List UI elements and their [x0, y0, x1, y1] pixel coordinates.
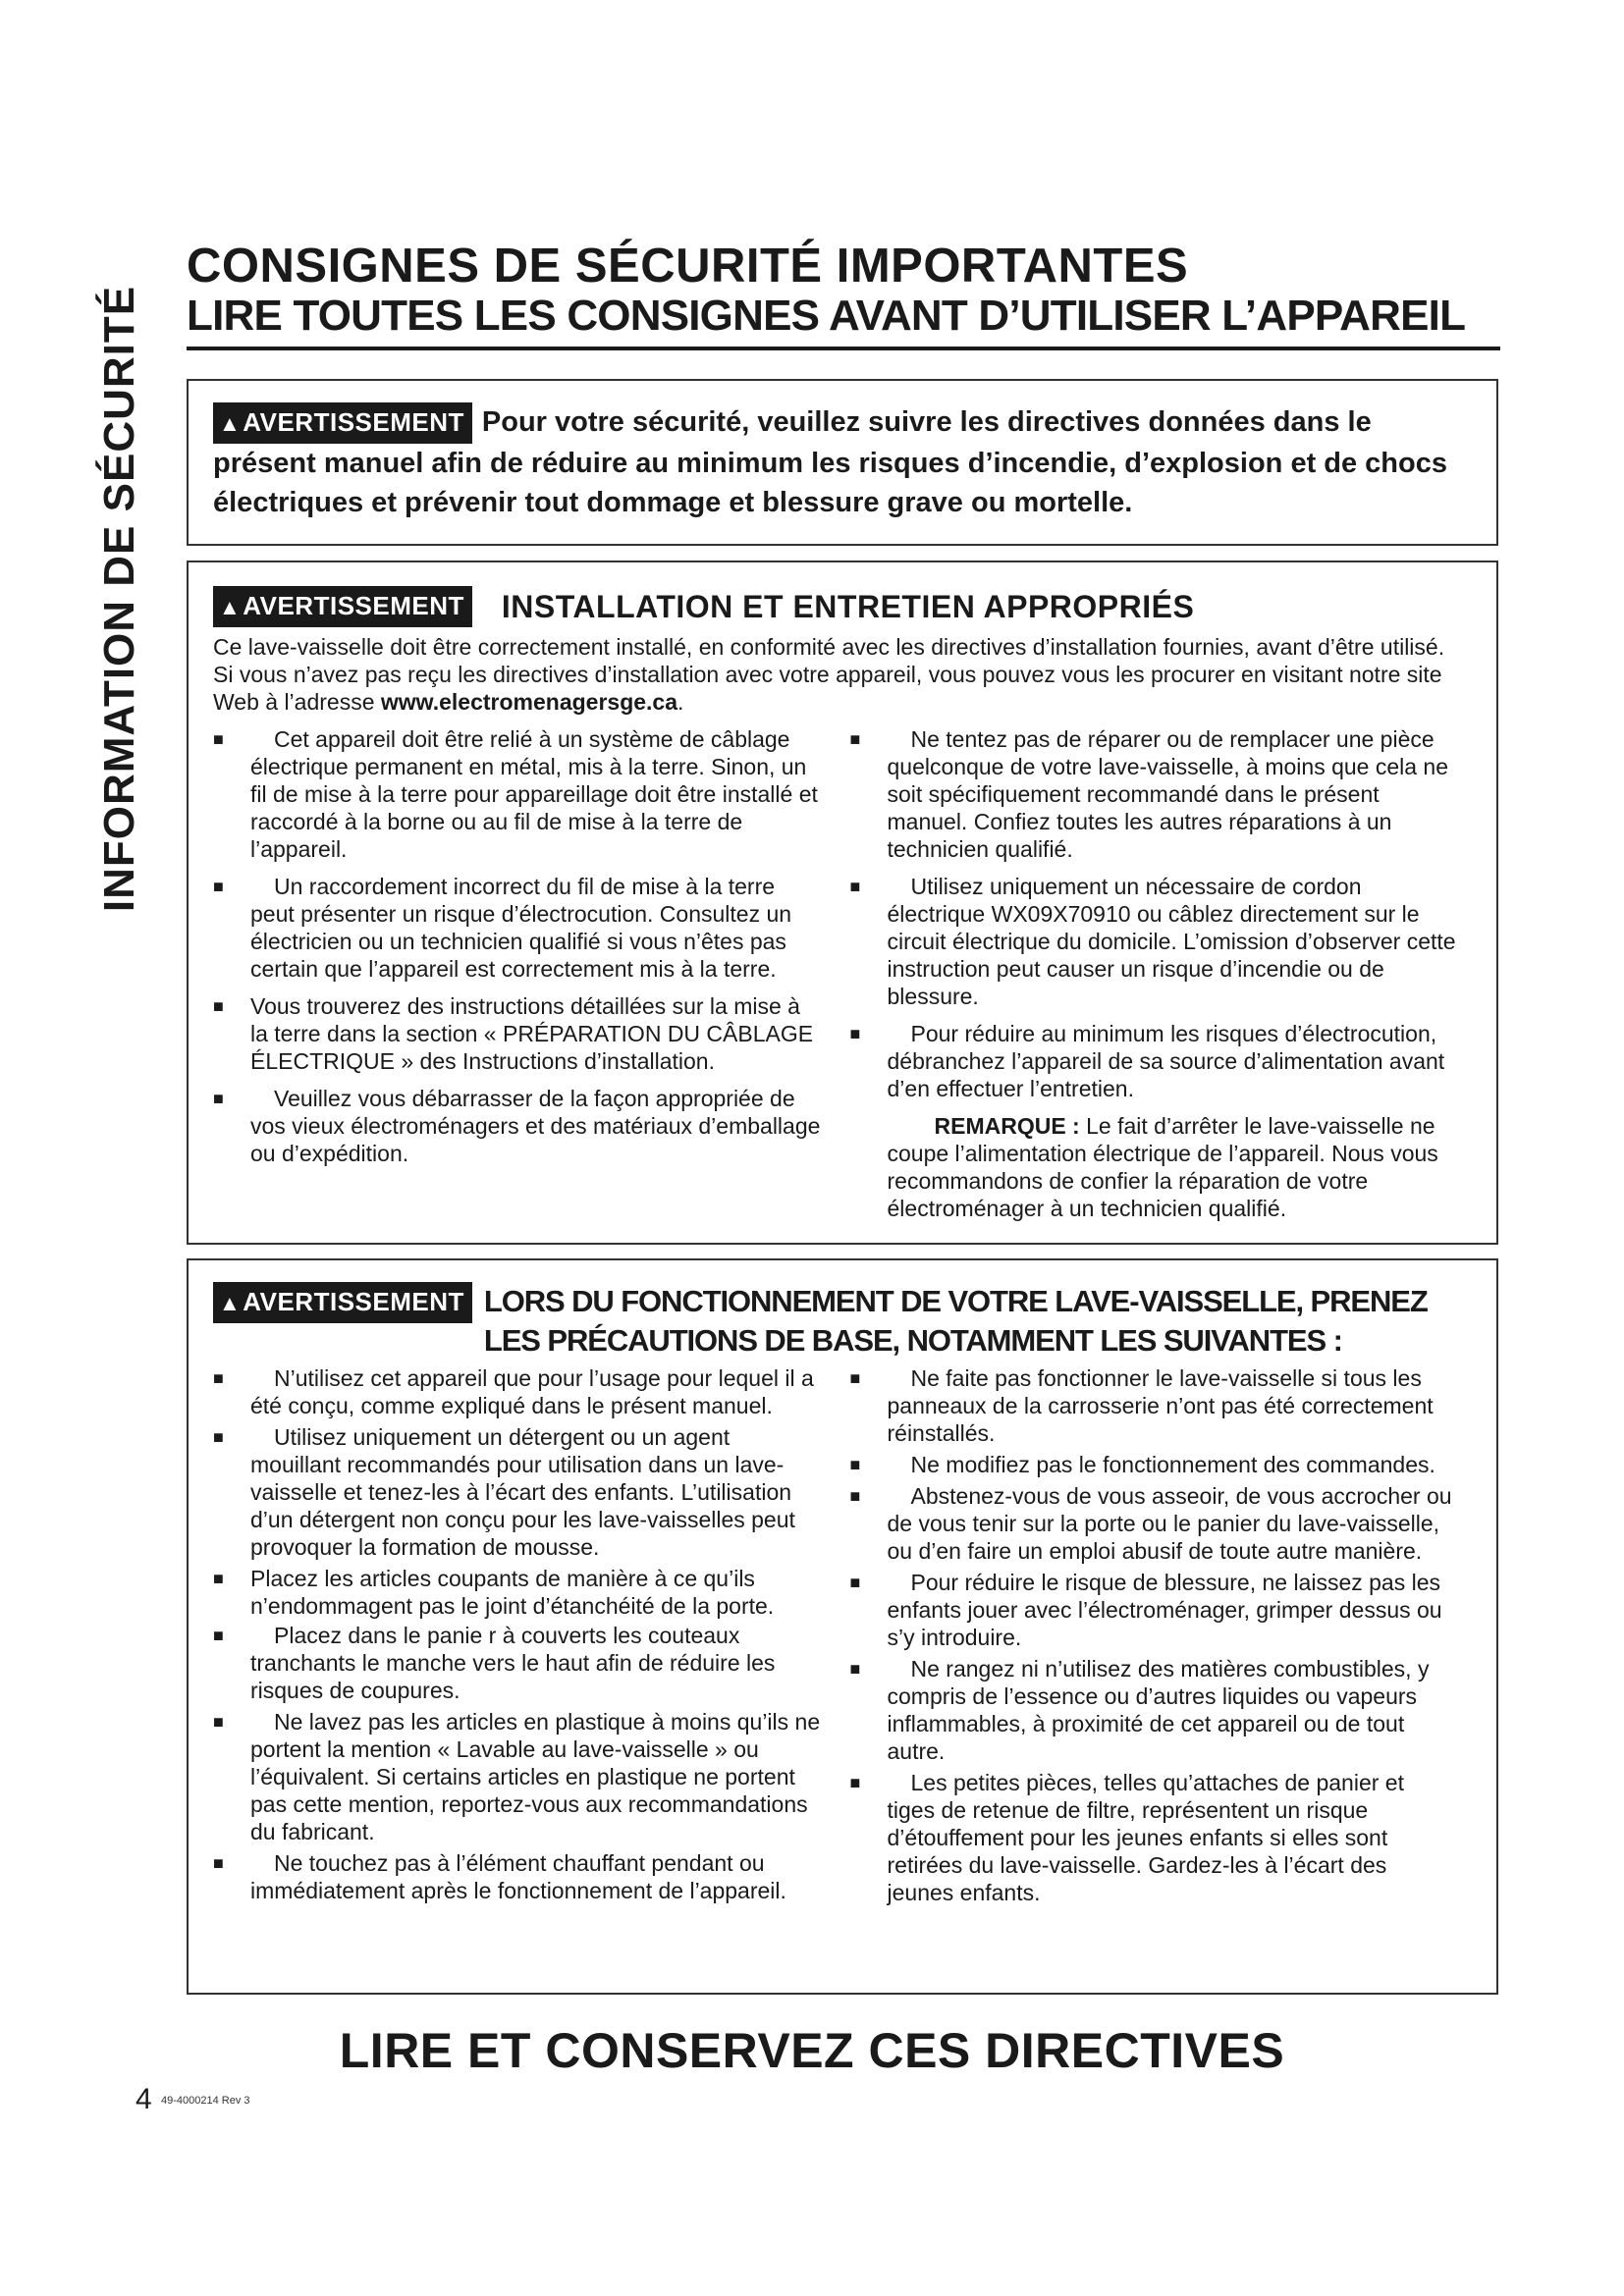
bullet-square-icon: ■ — [213, 1089, 224, 1108]
item-lead: Les petites pièces, telles qu’attaches de panier et — [910, 1770, 1404, 1795]
item-lead: Ne faite pas fonctionner le lave-vaisselle si tous — [910, 1365, 1387, 1391]
bullet-square-icon: ■ — [849, 1368, 861, 1388]
item-lead: Pour réduire au minimum les risques — [910, 1021, 1279, 1046]
remark-note — [850, 1112, 1458, 1222]
bullet-square-icon: ■ — [849, 1455, 861, 1474]
item-text: les enfants jouer avec l’électroménager, grimper dessus ou s’y introduire. — [887, 1570, 1442, 1650]
item-lead: Ne tentez pas de réparer ou de remplacer une — [910, 726, 1375, 752]
item-lead: Placez dans le panie r à couverts les couteaux — [274, 1623, 740, 1648]
item-lead: Utilisez uniquement un nécessaire de cordon — [910, 874, 1362, 899]
installation-columns — [189, 716, 1496, 1222]
warning-badge-label: AVERTISSEMENT — [243, 407, 464, 437]
installation-title: INSTALLATION ET ENTRETIEN APPROPRIÉS — [501, 588, 1195, 624]
list-item — [850, 1364, 1458, 1447]
item-text: tranchants le manche vers le haut afin de réduire les risques de coupures. — [250, 1650, 776, 1703]
bullet-square-icon: ■ — [849, 1773, 861, 1792]
item-lead: Ne rangez ni n’utilisez des matières combustibles, — [910, 1656, 1412, 1682]
item-lead: N’utilisez cet appareil que pour l’usage pour lequel il a — [274, 1365, 814, 1391]
bullet-square-icon: ■ — [849, 729, 861, 749]
item-lead: Pour réduire le risque de blessure, ne laissez pas — [910, 1570, 1406, 1595]
item-lead: Ne lavez pas les articles en plastique à moins qu’ils — [274, 1709, 789, 1735]
list-item — [213, 1565, 821, 1620]
bullet-square-icon: ■ — [849, 1024, 861, 1043]
list-item — [850, 1020, 1458, 1102]
item-text: tiges de retenue de filtre, représentent un risque d’étouffement pour les jeunes enfants si elles sont retirées du lave-vaisselle. Gardez-les à l’écart des jeunes enfants. — [887, 1797, 1388, 1905]
list-item — [850, 1769, 1458, 1906]
page-title: CONSIGNES DE SÉCURITÉ IMPORTANTES — [187, 240, 1189, 293]
operation-title-line1: LORS DU FONCTIONNEMENT DE VOTRE LAVE-VAISSELLE, PRENEZ — [483, 1284, 1428, 1318]
safety-warning-box — [187, 379, 1498, 546]
item-lead: Veuillez vous débarrasser de la façon appropriée — [274, 1086, 764, 1111]
item-text: commandes. — [1306, 1452, 1435, 1477]
warning-badge-label: AVERTISSEMENT — [243, 1287, 464, 1316]
item-text: ne portent la mention « Lavable au lave-vaisselle » ou l’équivalent. Si certains articles en plastique ne portent pas cette mention, reportez-vous aux recommandations du fabricant. — [250, 1709, 821, 1844]
item-text: mise à la terre dans la section « PRÉPARATION DU CÂBLAGE ÉLECTRIQUE » des Instructions d’installation. — [250, 993, 814, 1074]
warning-badge — [213, 586, 472, 627]
page-subtitle: LIRE TOUTES LES CONSIGNES AVANT D’UTILISER L’APPAREIL — [187, 292, 1466, 340]
bullet-square-icon: ■ — [849, 1659, 861, 1679]
bullet-square-icon: ■ — [213, 996, 224, 1016]
item-text: électrique WX09X70910 ou câblez directement sur le circuit électrique du domicile. L’omission d’observer cette instruction peut causer un risque d’incendie ou de blessure. — [887, 901, 1456, 1009]
website-url: www.electromenagersge.ca — [380, 689, 678, 715]
list-item — [213, 1364, 821, 1419]
list-item — [850, 1655, 1458, 1765]
item-text: pièce quelconque de votre lave-vaisselle, à moins que cela ne soit spécifiquement recommandé dans le présent manuel. Confiez toutes les autres réparations à un technicien qualifié. — [887, 726, 1449, 862]
bullet-square-icon: ■ — [213, 729, 224, 749]
warning-badge-label: AVERTISSEMENT — [243, 591, 464, 620]
list-item — [213, 725, 821, 863]
page-number: 4 — [135, 2083, 152, 2115]
installation-intro-text: Ce lave-vaisselle doit être correctement installé, en conformité avec les directives d’installation fournies, avant d’être utilisé. Si vous n’avez pas reçu les directives d’installation avec votre appareil, vous pouvez vous les procurer en visitant notre site Web à l’adresse — [213, 634, 1445, 715]
item-text: n’endommagent pas le joint d’étanchéité de la porte. — [250, 1593, 775, 1619]
remark-text: Le fait d’arrêter le lave-vaisselle ne coupe l’alimentation électrique de l’appareil. Nous vous recommandons de confier la réparation de votre électroménager à un technicien qualifié. — [887, 1113, 1438, 1221]
list-item — [213, 1708, 821, 1845]
safety-warning-text-block — [189, 381, 1496, 522]
operation-title — [484, 1282, 1428, 1361]
list-item — [213, 1849, 821, 1904]
installation-warning-box — [187, 561, 1498, 1245]
installation-intro — [189, 627, 1496, 716]
warning-triangle-icon: ▲ — [219, 595, 242, 619]
list-item — [850, 873, 1458, 1010]
operation-left-column — [213, 1361, 829, 1906]
list-item — [213, 1423, 821, 1561]
operation-warning-box — [187, 1258, 1498, 1995]
list-item — [850, 1451, 1458, 1478]
list-item — [850, 1569, 1458, 1651]
item-text: ou immédiatement après le fonctionnement de l’appareil. — [250, 1850, 786, 1903]
item-lead: Un raccordement incorrect du fil de mise à la terre — [274, 874, 776, 899]
bullet-square-icon: ■ — [213, 1569, 224, 1588]
operation-title-line2: LES PRÉCAUTIONS DE BASE, NOTAMMENT LES SUIVANTES : — [483, 1323, 1342, 1358]
list-item — [213, 873, 821, 983]
list-item — [213, 992, 821, 1075]
item-lead: Cet appareil doit être relié à un système de câblage — [274, 726, 790, 752]
warning-badge — [213, 1282, 472, 1323]
item-lead: Abstenez-vous de vous asseoir, de vous accrocher — [910, 1483, 1421, 1509]
item-text: électrique permanent en métal, mis à la terre. Sinon, un fil de mise à la terre pour appareillage doit être installé et raccordé à la borne ou au fil de mise à la terre de l’appareil. — [250, 754, 818, 862]
installation-header — [189, 562, 1496, 627]
bullet-square-icon: ■ — [213, 877, 224, 896]
item-lead: Ne modifiez pas le fonctionnement des — [910, 1452, 1300, 1477]
list-item — [213, 1085, 821, 1167]
operation-header — [189, 1260, 1496, 1361]
item-lead: Placez les articles coupants de manière à ce qu’ils — [250, 1566, 755, 1591]
bullet-square-icon: ■ — [849, 877, 861, 896]
item-text: d’électrocution, débranchez l’appareil de sa source d’alimentation avant d’en effectuer l’entretien. — [887, 1021, 1445, 1101]
heading-divider — [187, 347, 1500, 350]
bullet-square-icon: ■ — [213, 1626, 224, 1645]
item-text: été conçu, comme expliqué dans le présent manuel. — [250, 1393, 773, 1418]
list-item — [850, 1482, 1458, 1565]
installation-left-column — [213, 716, 829, 1222]
list-item — [850, 725, 1458, 863]
list-item — [213, 1622, 821, 1704]
bullet-square-icon: ■ — [213, 1368, 224, 1388]
operation-right-column — [829, 1361, 1497, 1906]
bullet-square-icon: ■ — [849, 1573, 861, 1592]
item-text: y compris de l’essence ou d’autres liquides ou vapeurs inflammables, à proximité de cet appareil ou de tout autre. — [887, 1656, 1430, 1764]
item-lead: Utilisez uniquement un détergent ou un agent — [274, 1424, 731, 1450]
remark-label: REMARQUE : — [934, 1113, 1080, 1139]
item-lead: Vous trouverez des instructions détaillées sur la — [250, 993, 728, 1019]
warning-triangle-icon: ▲ — [219, 1291, 242, 1315]
intro-period: . — [677, 689, 684, 715]
warning-badge — [213, 402, 472, 444]
warning-triangle-icon: ▲ — [219, 411, 242, 436]
item-text: les panneaux de la carrosserie n’ont pas été correctement réinstallés. — [887, 1365, 1434, 1446]
bullet-square-icon: ■ — [213, 1712, 224, 1732]
item-text: mouillant recommandés pour utilisation dans un lave-vaisselle et tenez-les à l’écart des enfants. L’utilisation d’un détergent non conçu pour les lave-vaisselles peut provoquer la formation de mousse. — [250, 1452, 795, 1560]
operation-columns — [189, 1361, 1496, 1906]
item-lead: Ne touchez pas à l’élément chauffant pendant — [274, 1850, 733, 1876]
installation-right-column — [829, 716, 1497, 1222]
safety-warning-text: Pour votre sécurité, veuillez suivre les directives données dans le présent manuel afin de réduire au minimum les risques d’incendie, d’explosion et de chocs électriques et prévenir tout dommage et blessure grave ou mortelle. — [213, 406, 1447, 518]
document-code: 49-4000214 Rev 3 — [161, 2095, 250, 2107]
page-heading — [187, 240, 1500, 350]
bullet-square-icon: ■ — [213, 1427, 224, 1447]
side-section-title: INFORMATION DE SÉCURITÉ — [95, 285, 143, 913]
bullet-square-icon: ■ — [213, 1853, 224, 1873]
footer-title: LIRE ET CONSERVEZ CES DIRECTIVES — [339, 2023, 1285, 2078]
item-text: peut présenter un risque d’électrocution. Consultez un électricien ou un technicien qualifié si vous n’êtes pas certain que l’appareil est correctement mis à la terre. — [250, 901, 792, 982]
item-text: de vos vieux électroménagers et des matériaux d’emballage ou d’expédition. — [250, 1086, 821, 1166]
item-text: ou de vous tenir sur la porte ou le panier du lave-vaisselle, ou d’en faire un emploi abusif de toute autre manière. — [887, 1483, 1452, 1564]
bullet-square-icon: ■ — [849, 1486, 861, 1506]
